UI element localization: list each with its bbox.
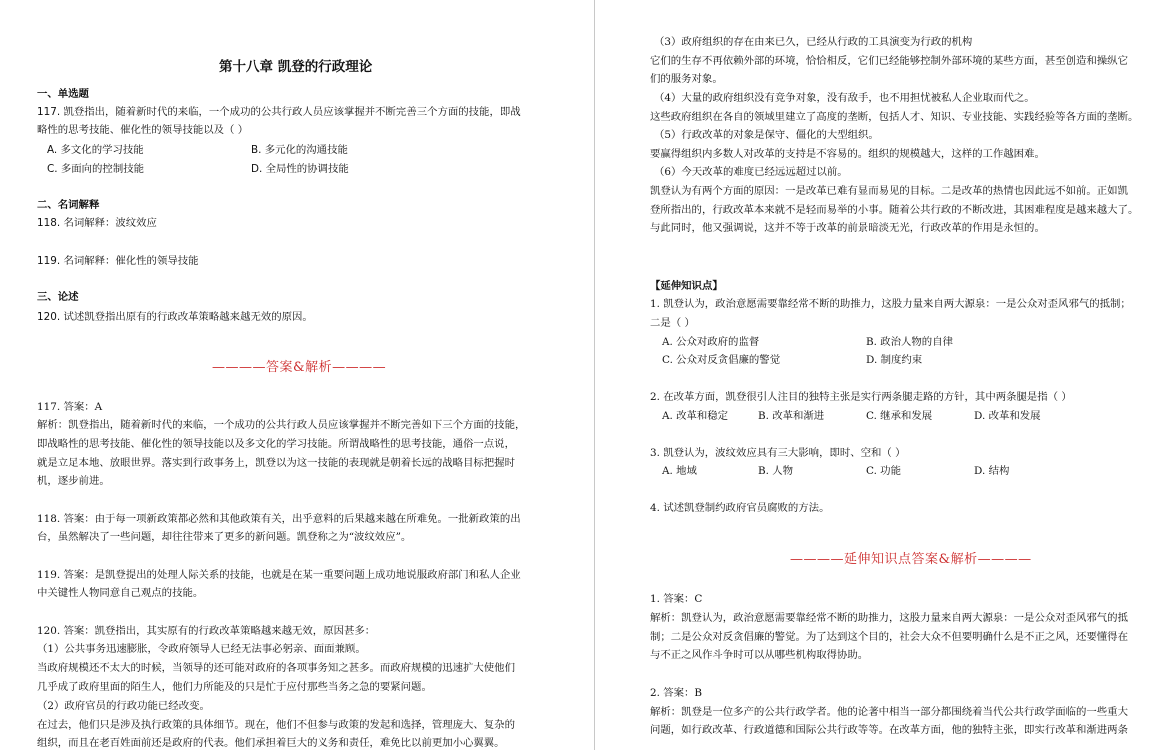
option-c: C. 功能 bbox=[866, 465, 901, 477]
extension-heading: 【延伸知识点】 bbox=[650, 280, 723, 292]
answer-line: 119. 答案：是凯登提出的处理人际关系的技能，也就是在某一重要问题上成功地说服政府部门和私人企业 bbox=[37, 569, 521, 581]
option-d: D. 制度约束 bbox=[866, 354, 923, 366]
ext-question-3-line: 3. 凯登认为，波纹效应具有三大影响，即时、空和（ ） bbox=[650, 447, 906, 459]
option-d: D. 全局性的协调技能 bbox=[251, 163, 349, 175]
option-b: B. 人物 bbox=[758, 465, 794, 477]
ext-question-2-line: 2. 在改革方面，凯登很引人注目的独特主张是实行两条腿走路的方针，其中两条腿是指（ ） bbox=[650, 391, 1072, 403]
answer-line: 问题，如行政改革、行政道德和国际公共行政等等。在改革方面，他的独特主张，即实行改革和渐进两条 bbox=[650, 724, 1128, 736]
answer-line: 与不正之风作斗争时可以从哪些机构取得协助。 bbox=[650, 649, 869, 661]
answer-line: 几乎成了政府里面的陌生人，他们力所能及的只是忙于应付那些当务之急的要紧问题。 bbox=[37, 681, 432, 693]
question-117-line: 略性的思考技能、催化性的领导技能以及（ ） bbox=[37, 124, 249, 136]
body-line: （6）今天改革的难度已经远远超过以前。 bbox=[654, 166, 848, 178]
answer-line: 解析：凯登指出，随着新时代的来临，一个成功的公共行政人员应该掌握并不断完善如下三个方面的技能， bbox=[37, 419, 526, 431]
answer-line: 120. 答案：凯登指出，其实原有的行政改革策略越来越无效，原因甚多： bbox=[37, 625, 376, 637]
question-120: 120. 试述凯登指出原有的行政改革策略越来越无效的原因。 bbox=[37, 311, 313, 323]
option-c: C. 多面向的控制技能 bbox=[47, 163, 144, 175]
section-heading-single-choice: 一、单选题 bbox=[37, 88, 89, 100]
option-a: A. 公众对政府的监督 bbox=[662, 336, 760, 348]
section-heading-terms: 二、名词解释 bbox=[37, 199, 100, 211]
option-c: C. 继承和发展 bbox=[866, 410, 933, 422]
section-heading-essay: 三、论述 bbox=[37, 291, 79, 303]
page-divider bbox=[594, 0, 595, 750]
option-a: A. 改革和稳定 bbox=[662, 410, 729, 422]
ext-answer-1-head: 1. 答案：C bbox=[650, 593, 703, 605]
body-line: 这些政府组织在各自的领域里建立了高度的垄断，包括人才、知识、专业技能、实践经验等各方面的垄断。 bbox=[650, 111, 1139, 123]
body-line: 们的服务对象。 bbox=[650, 73, 723, 85]
ext-question-1-line: 二是（ ） bbox=[650, 317, 695, 329]
answer-line: （1）公共事务迅速膨胀，令政府领导人已经无法事必躬亲、面面兼顾。 bbox=[37, 643, 366, 655]
answer-line: 解析：凯登是一位多产的公共行政学者。他的论著中相当一部分都围绕着当代公共行政学面临的一些重大 bbox=[650, 706, 1128, 718]
option-b: B. 政治人物的自律 bbox=[866, 336, 953, 348]
chapter-title: 第十八章 凯登的行政理论 bbox=[219, 59, 373, 75]
option-a: A. 地域 bbox=[662, 465, 697, 477]
answer-line: 解析：凯登认为，政治意愿需要靠经常不断的助推力，这股力量来自两大源泉：一是公众对歪风邪气的抵 bbox=[650, 612, 1128, 624]
ext-question-4: 4. 试述凯登制约政府官员腐败的方法。 bbox=[650, 502, 830, 514]
answer-line: 118. 答案：由于每一项新政策都必然和其他政策有关，出乎意料的后果越来越在所难免。一批新政策的出 bbox=[37, 513, 521, 525]
answer-line: 就是立足本地、放眼世界。落实到行政事务上，凯登以为这一技能的表现就是朝着长远的战略目标把握时 bbox=[37, 457, 515, 469]
answer-line: 当政府规模还不太大的时候，当领导的还可能对政府的各项事务知之甚多。而政府规模的迅速扩大使他们 bbox=[37, 662, 515, 674]
answer-117-head: 117. 答案：A bbox=[37, 401, 103, 413]
option-b: B. 多元化的沟通技能 bbox=[251, 144, 348, 156]
question-119: 119. 名词解释：催化性的领导技能 bbox=[37, 255, 199, 267]
body-line: （4）大量的政府组织没有竞争对象，没有敌手，也不用担忧被私人企业取而代之。 bbox=[654, 92, 1035, 104]
answer-line: 即战略性的思考技能、催化性的领导技能以及多文化的学习技能。所谓战略性的思考技能，通俗一点说， bbox=[37, 438, 515, 450]
option-d: D. 改革和发展 bbox=[974, 410, 1041, 422]
ext-answer-2-head: 2. 答案：B bbox=[650, 687, 703, 699]
extension-answer-banner: ————延伸知识点答案&解析———— bbox=[790, 552, 1032, 567]
answer-line: （2）政府官员的行政功能已经改变。 bbox=[37, 700, 210, 712]
option-b: B. 改革和渐进 bbox=[758, 410, 825, 422]
right-page bbox=[600, 0, 1168, 750]
answer-line: 制；二是公众对反贪倡廉的警觉。为了达到这个目的，社会大众不但要明确什么是不正之风，还要懂得在 bbox=[650, 631, 1128, 643]
option-a: A. 多文化的学习技能 bbox=[47, 144, 144, 156]
question-117-line: 117. 凯登指出，随着新时代的来临，一个成功的公共行政人员应该掌握并不断完善三个方面的技能，即战 bbox=[37, 106, 521, 118]
answer-banner: ————答案&解析———— bbox=[212, 360, 387, 375]
body-line: 登所指出的，行政改革本来就不是轻而易举的小事。随着公共行政的不断改进，其困难程度是越来越大了。 bbox=[650, 204, 1139, 216]
body-line: 要赢得组织内多数人对改革的支持是不容易的。组织的规模越大，这样的工作越困难。 bbox=[650, 148, 1045, 160]
option-c: C. 公众对反贪倡廉的警觉 bbox=[662, 354, 781, 366]
answer-line: 组织，而且在老百姓面前还是政府的代表。他们承担着巨大的义务和责任，难免比以前更加小心翼翼。 bbox=[37, 737, 505, 749]
answer-line: 在过去，他们只是涉及执行政策的具体细节。现在，他们不但参与政策的发起和选择，管理庞大、复杂的 bbox=[37, 719, 515, 731]
body-line: 它们的生存不再依赖外部的环境，恰恰相反，它们已经能够控制外部环境的某些方面，甚至创造和操纵它 bbox=[650, 55, 1128, 67]
body-line: 凯登认为有两个方面的原因：一是改革已难有显而易见的目标。二是改革的热情也因此远不如前。正如凯 bbox=[650, 185, 1128, 197]
body-line: 与此同时，他又强调说，这并不等于改革的前景暗淡无光，行政改革的作用是永恒的。 bbox=[650, 222, 1045, 234]
answer-line: 机，逐步前进。 bbox=[37, 475, 110, 487]
answer-line: 中关键性人物同意自己观点的技能。 bbox=[37, 587, 204, 599]
body-line: （5）行政改革的对象是保守、僵化的大型组织。 bbox=[654, 129, 879, 141]
question-118: 118. 名词解释：波纹效应 bbox=[37, 217, 157, 229]
body-line: （3）政府组织的存在由来已久，已经从行政的工具演变为行政的机构 bbox=[654, 36, 973, 48]
ext-question-1-line: 1. 凯登认为，政治意愿需要靠经常不断的助推力，这股力量来自两大源泉：一是公众对歪风邪气的抵制； bbox=[650, 298, 1131, 310]
answer-line: 台，虽然解决了一些问题，却往往带来了更多的新问题。凯登称之为“波纹效应”。 bbox=[37, 531, 412, 543]
option-d: D. 结构 bbox=[974, 465, 1010, 477]
